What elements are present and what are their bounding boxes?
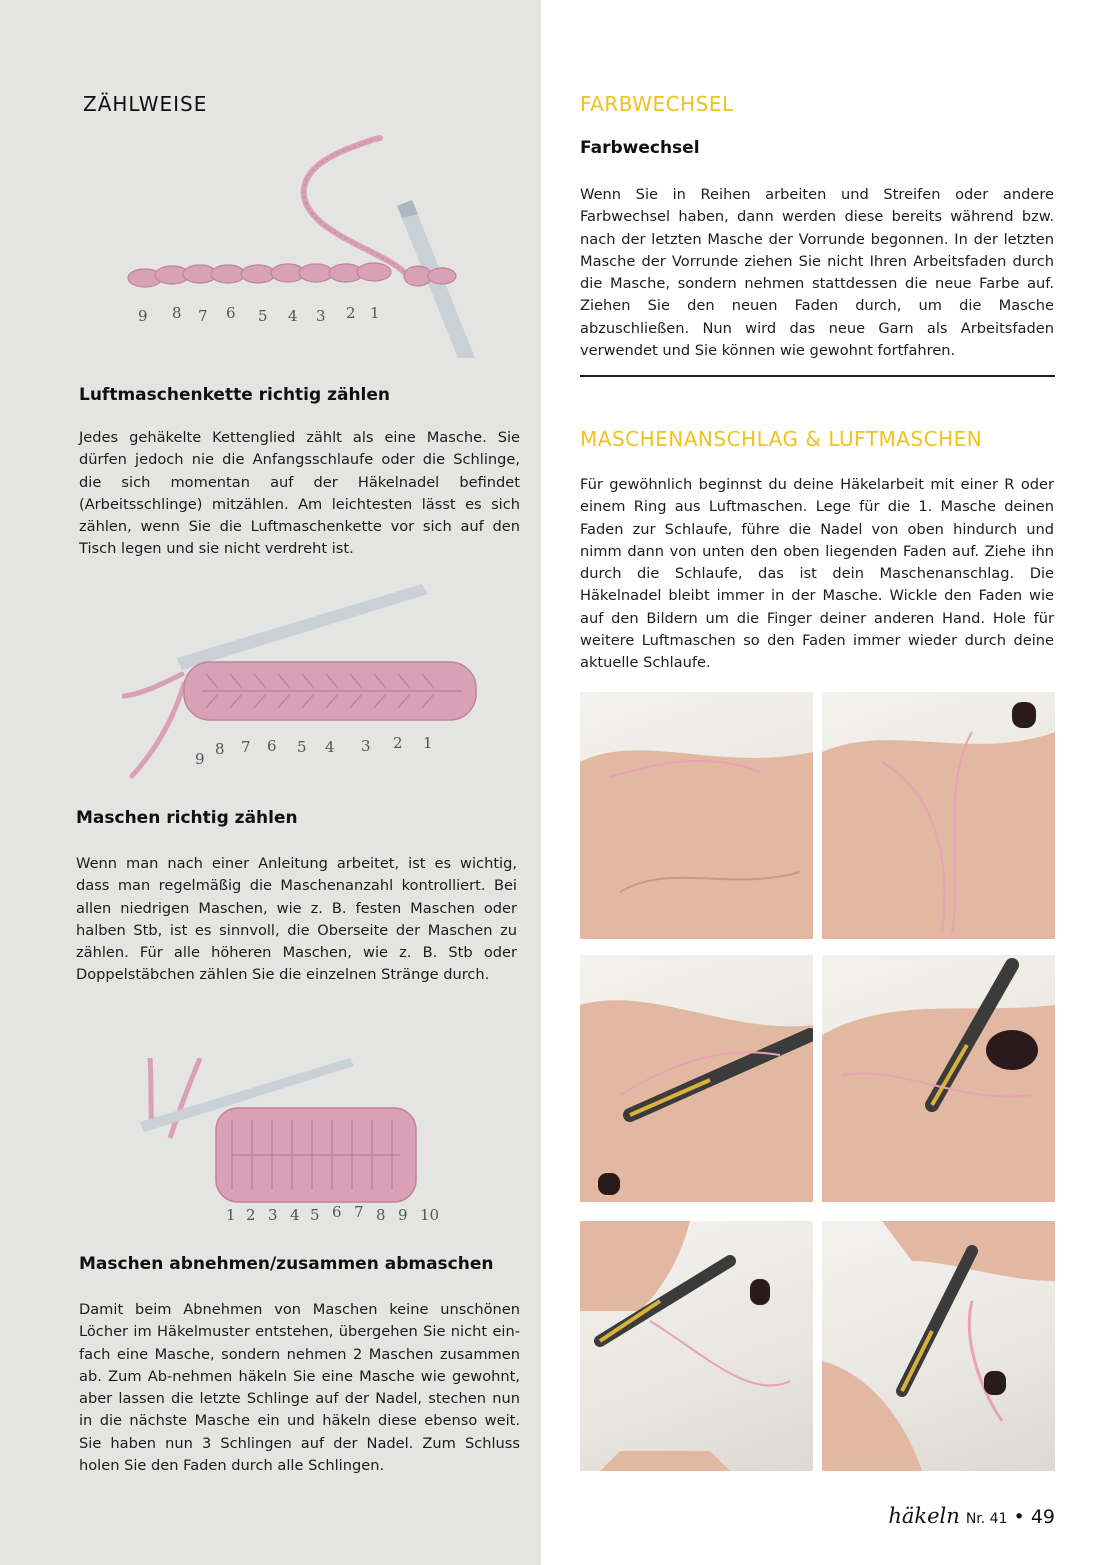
hand-photo-1 <box>580 692 813 939</box>
section-divider <box>580 375 1055 377</box>
stitch-number: 2 <box>246 1206 256 1224</box>
hand-photo-5 <box>580 1221 813 1471</box>
double-crochet-numbers <box>226 1203 456 1225</box>
page-footer <box>888 1504 1055 1528</box>
footer-bullet: • <box>1013 1506 1025 1528</box>
hand-photo-3 <box>580 955 813 1202</box>
double-crochet-photo <box>140 1058 450 1206</box>
stitch-number: 9 <box>195 750 205 768</box>
section-heading-zaehlweise: ZÄHLWEISE <box>83 92 208 116</box>
stitch-number: 7 <box>241 738 251 756</box>
chain-stitch-numbers <box>138 304 388 326</box>
abnehmen-text: Damit beim Abnehmen von Maschen keine unschönen Löcher im Häkelmuster entstehen, übergehen Sie nicht ein-fach eine Masche, sondern nehmen 2 Maschen zusammen ab. Zum Ab-nehmen häkeln Sie eine Masche wie gewohnt, aber lassen die letzte Schlinge auf der Nadel, stechen nun in die nächste Masche ein und häkeln diese ebenso weit. Sie haben nun 3 Schlingen auf der Nadel. Zum Schluss holen Sie den Faden durch alle Schlingen. <box>79 1301 520 1475</box>
stitch-number: 2 <box>393 734 403 752</box>
maschenanschlag-text: Für gewöhnlich beginnst du deine Häkelarbeit mit einer R oder einem Ring aus Luftmaschen. Lege für die 1. Masche deinen Faden zur Schlaufe, führe die Nadel von oben hindurch und nimm dann von unten den oben liegenden Faden auf. Ziehe ihn durch die Schlaufe, das ist dein Maschenanschlag. Die Häkelnadel bleibt immer in der Masche. Wickle den Faden wie auf den Bildern um die Finger deiner anderen Hand. Hole für weitere Luftmaschen so den Faden immer wieder durch deine aktuelle Schlaufe. <box>580 476 1054 672</box>
stitch-number: 1 <box>423 734 433 752</box>
luftmaschenkette-title: Luftmaschenkette richtig zählen <box>79 385 391 405</box>
page-number: 49 <box>1030 1506 1055 1528</box>
magazine-brand: häkeln <box>888 1504 960 1528</box>
stitch-number: 4 <box>290 1206 300 1224</box>
stitch-number: 3 <box>268 1206 278 1224</box>
stitch-number: 3 <box>361 737 371 755</box>
farbwechsel-title: Farbwechsel <box>580 138 700 158</box>
stitch-number: 8 <box>172 304 182 322</box>
stitch-number: 5 <box>310 1206 320 1224</box>
stitch-number: 1 <box>226 1206 236 1224</box>
stitch-number: 6 <box>226 304 236 322</box>
stitch-number: 7 <box>198 307 208 325</box>
hand-photo-6 <box>822 1221 1055 1471</box>
maschen-zaehlen-text: Wenn man nach einer Anleitung arbeitet, ist es wichtig, dass man regelmäßig die Maschenanzahl kontrolliert. Bei allen niedrigen Maschen, wie z. B. festen Maschen oder halben Stb, ist es sinnvoll, die Oberseite der Maschen zu zählen. Für alle höheren Maschen, wie z. B. Stb oder Doppelstäbchen zählen Sie die einzelnen Stränge durch. <box>76 855 517 984</box>
stitch-row-numbers <box>195 734 445 770</box>
stitch-number: 3 <box>316 307 326 325</box>
hand-photo-4 <box>822 955 1055 1202</box>
stitch-number: 4 <box>325 738 335 756</box>
luftmaschenkette-text: Jedes gehäkelte Kettenglied zählt als eine Masche. Sie dürfen jedoch nie die Anfangsschlaufe oder die Schlinge, die sich momentan auf der Häkelnadel befindet (Arbeitsschlinge) mitzählen. Am leichtesten lässt es sich zählen, wenn Sie die Luftmaschenkette vor sich auf den Tisch legen und sie nicht verdreht ist. <box>79 429 520 558</box>
stitch-number: 9 <box>398 1206 408 1224</box>
abnehmen-title: Maschen abnehmen/zusammen abmaschen <box>79 1254 494 1274</box>
stitch-number: 8 <box>376 1206 386 1224</box>
issue-number: Nr. 41 <box>965 1511 1008 1527</box>
stitch-number: 5 <box>297 738 307 756</box>
stitch-number: 4 <box>288 307 298 325</box>
hand-photo-2 <box>822 692 1055 939</box>
stitch-number: 6 <box>332 1203 342 1221</box>
stitch-number: 9 <box>138 307 148 325</box>
stitch-number: 2 <box>346 304 356 322</box>
stitch-number: 7 <box>354 1203 364 1221</box>
maschen-zaehlen-title: Maschen richtig zählen <box>76 808 298 828</box>
stitch-number: 6 <box>267 737 277 755</box>
stitch-number: 10 <box>420 1206 440 1224</box>
stitch-number: 8 <box>215 740 225 758</box>
stitch-number: 1 <box>370 304 380 322</box>
farbwechsel-text: Wenn Sie in Reihen arbeiten und Streifen oder andere Farbwechsel haben, dann werden diese bereits während bzw. nach der letzten Masche der Vorrunde begonnen. In der letzten Masche der Vorrunde ziehen Sie nicht Ihren Arbeitsfaden durch die Masche, sondern nehmen stattdessen die neue Farbe auf. Ziehen Sie den neuen Faden durch, um die Masche abzuschließen. Nun wird das neue Garn als Arbeitsfaden verwendet und Sie können wie gewohnt fortfahren. <box>580 186 1054 360</box>
section-heading-maschenanschlag: MASCHENANSCHLAG & LUFTMASCHEN <box>580 427 983 451</box>
section-heading-farbwechsel: FARBWECHSEL <box>580 92 734 116</box>
stitch-number: 5 <box>258 307 268 325</box>
